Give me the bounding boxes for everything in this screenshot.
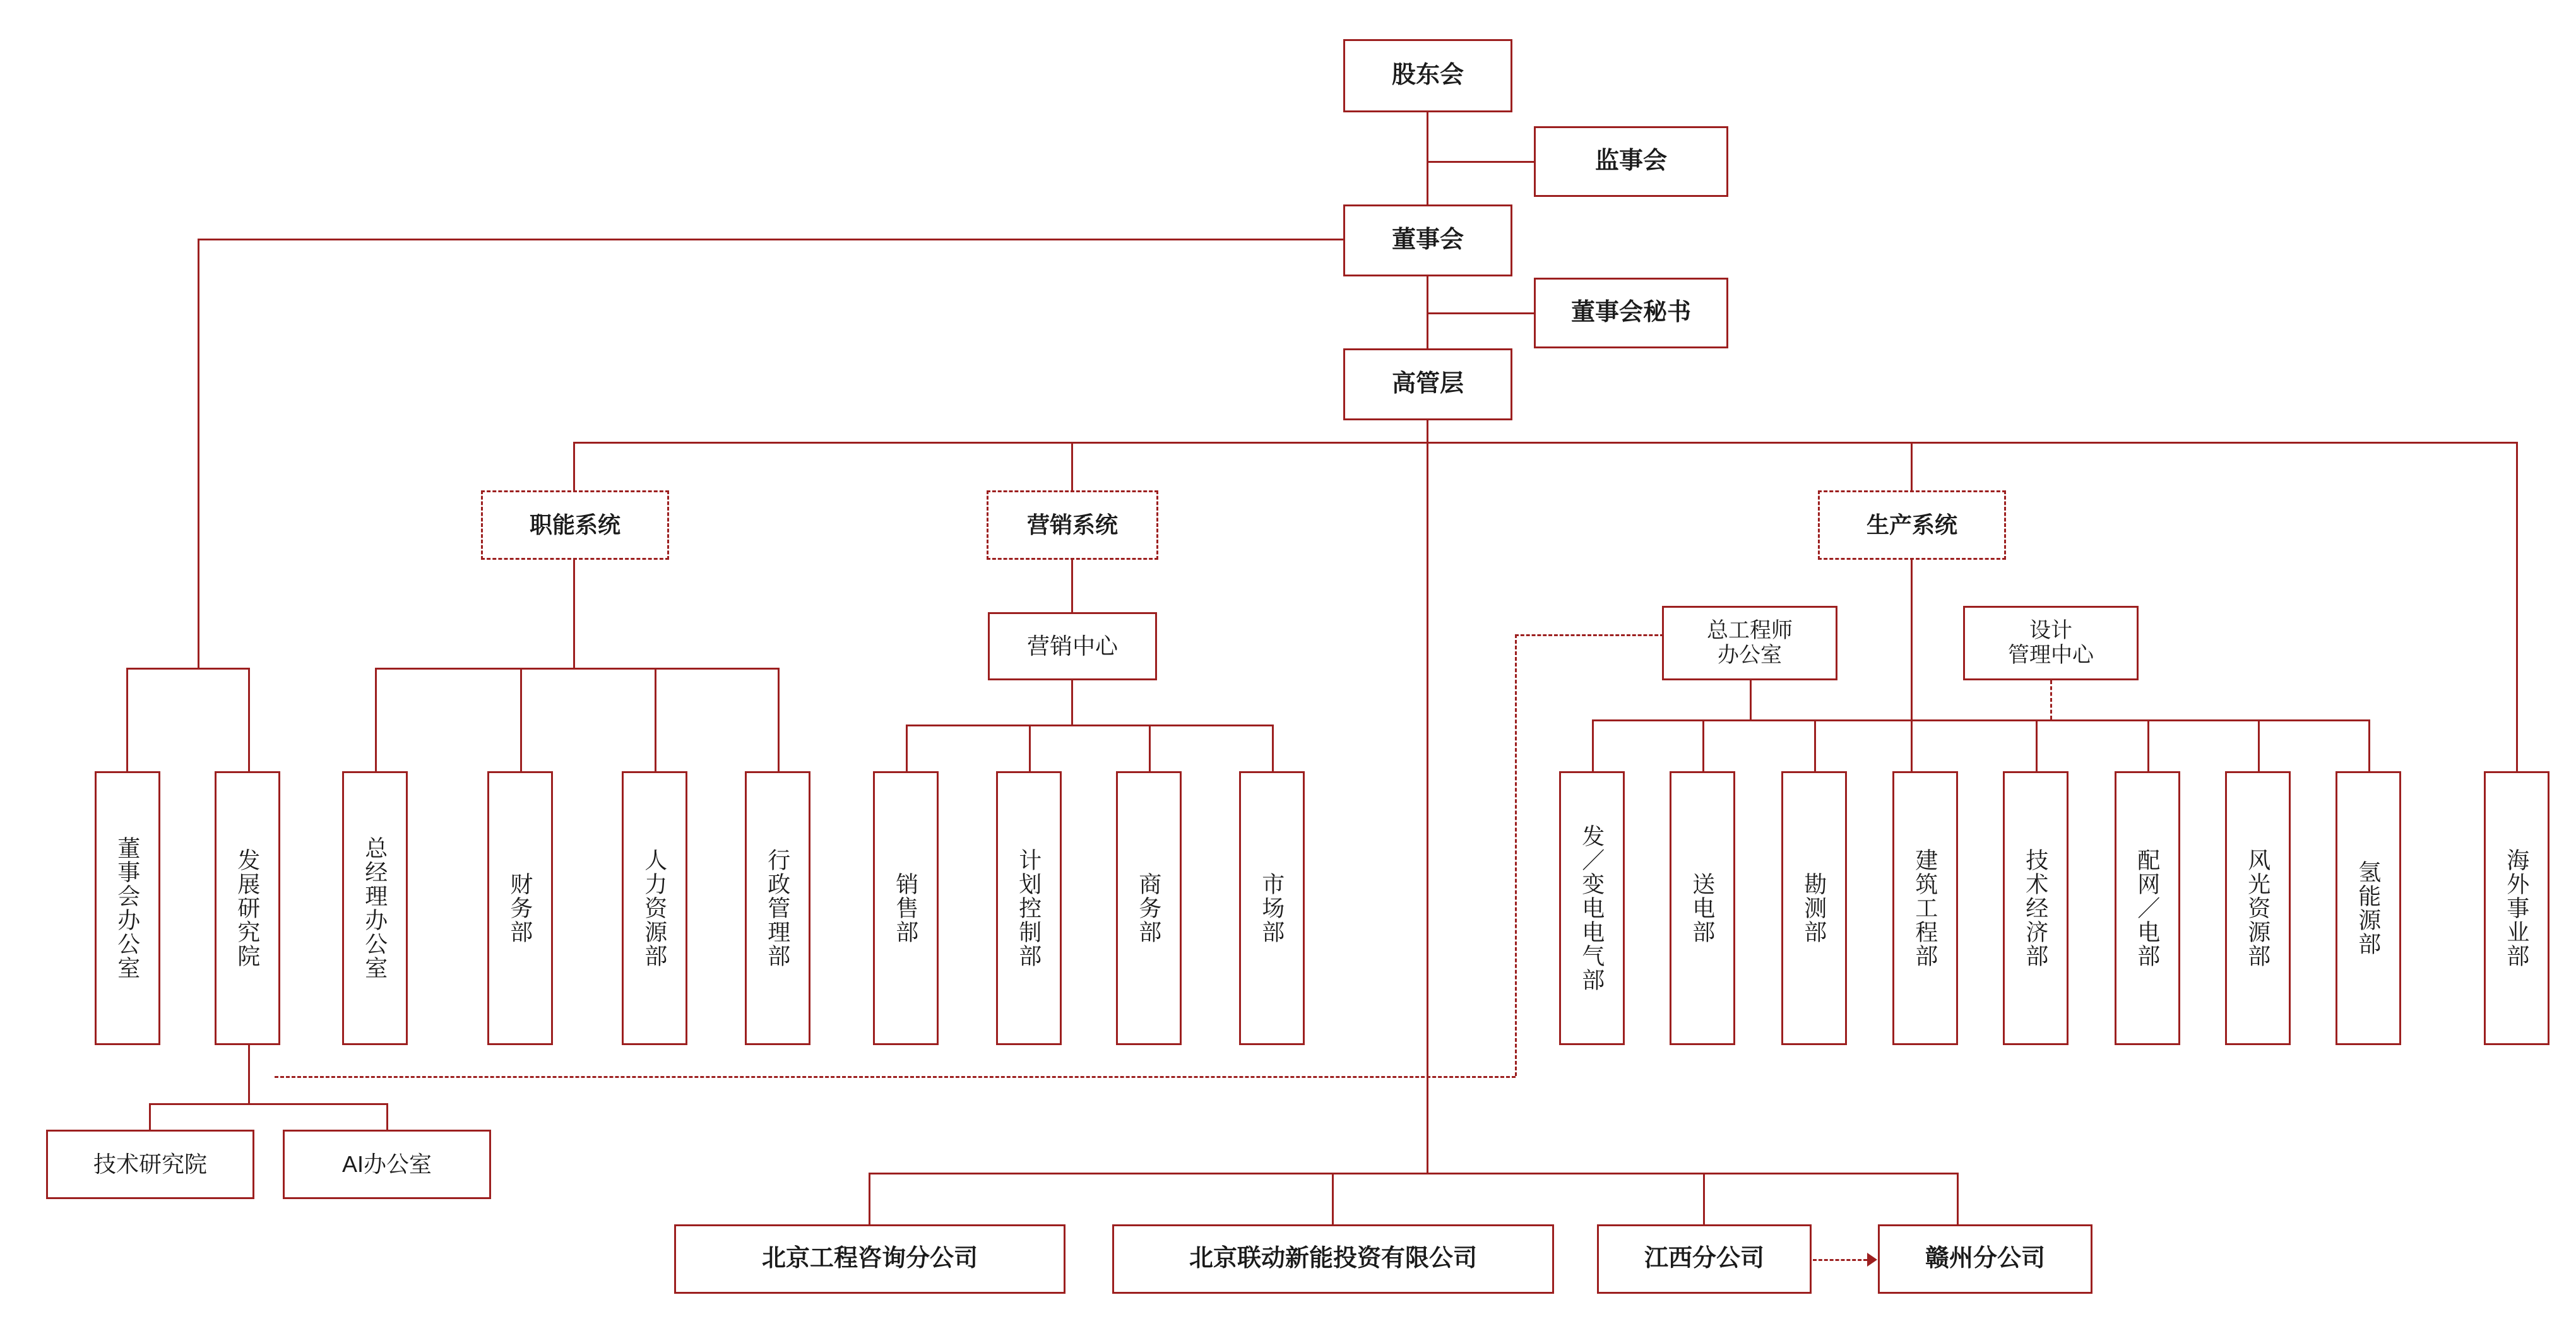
connector-ganzhou-drop <box>1957 1173 1959 1224</box>
connector-production-dashed-top <box>1515 634 1664 636</box>
connector-gm-office-drop <box>375 668 377 772</box>
node-gm-office[interactable]: 总经理办公室 <box>342 771 408 1045</box>
node-marketing-center[interactable]: 营销中心 <box>988 612 1157 680</box>
node-jiangxi-branch[interactable]: 江西分公司 <box>1597 1224 1812 1294</box>
connector-market-drop <box>1272 725 1274 772</box>
connector-distribution-drop <box>2147 719 2149 772</box>
connector-dev-institute-sub-down <box>248 1045 250 1103</box>
connector-beijing-consulting-drop <box>869 1173 870 1224</box>
connector-jiangxi-drop <box>1703 1173 1705 1224</box>
node-overseas-dept[interactable]: 海外事业部 <box>2484 771 2549 1045</box>
connector-marketing-center-down <box>1071 680 1073 725</box>
connector-admin-drop <box>778 668 780 772</box>
node-survey-dept[interactable]: 勘测部 <box>1781 771 1847 1045</box>
arrow-jiangxi-to-ganzhou <box>1867 1253 1877 1267</box>
node-functional-system[interactable]: 职能系统 <box>481 490 669 560</box>
connector-wind-solar-drop <box>2258 719 2260 772</box>
node-construction-dept[interactable]: 建筑工程部 <box>1892 771 1958 1045</box>
node-transmission-dept[interactable]: 送电部 <box>1670 771 1735 1045</box>
connector-finance-drop <box>520 668 522 772</box>
node-plan-control-dept[interactable]: 计划控制部 <box>996 771 1062 1045</box>
node-distribution-dept[interactable]: 配网／电部 <box>2115 771 2180 1045</box>
connector-functional-dept-bus <box>375 668 778 670</box>
node-hr-dept[interactable]: 人力资源部 <box>622 771 687 1045</box>
node-business-dept[interactable]: 商务部 <box>1116 771 1182 1045</box>
connector-marketing-system-down <box>1071 560 1073 612</box>
connector-executives-spine <box>1427 420 1428 1173</box>
connector-hydrogen-drop <box>2368 719 2370 772</box>
node-hydrogen-dept[interactable]: 氢能源部 <box>2336 771 2401 1045</box>
connector-subsidiary-bus <box>869 1173 1958 1174</box>
node-beijing-consulting[interactable]: 北京工程咨询分公司 <box>674 1224 1065 1294</box>
node-beijing-liandong[interactable]: 北京联动新能投资有限公司 <box>1112 1224 1554 1294</box>
node-ganzhou-branch[interactable]: 赣州分公司 <box>1878 1224 2092 1294</box>
connector-board-secretary <box>1427 312 1535 314</box>
connector-functional-system-down <box>573 560 575 668</box>
connector-board-supervisors <box>1427 161 1535 163</box>
connector-board-office-drop <box>126 668 128 772</box>
connector-board-left-branch <box>198 239 1344 240</box>
node-market-dept[interactable]: 市场部 <box>1239 771 1305 1045</box>
node-sales-dept[interactable]: 销售部 <box>873 771 939 1045</box>
connector-transmission-drop <box>1702 719 1704 772</box>
connector-marketing-dept-bus <box>906 725 1272 726</box>
connector-board-left-down <box>198 239 199 668</box>
node-ai-office[interactable]: AI办公室 <box>283 1130 491 1199</box>
connector-chief-engineer-down <box>1750 680 1752 719</box>
node-shareholders[interactable]: 股东会 <box>1343 39 1512 112</box>
connector-production-dashed-left <box>1515 634 1517 1076</box>
connector-production-system-drop <box>1911 442 1913 490</box>
connector-marketing-system-drop <box>1071 442 1073 490</box>
connector-production-dept-bus <box>1592 719 2368 721</box>
node-finance-dept[interactable]: 财务部 <box>487 771 553 1045</box>
connector-tech-institute-drop <box>149 1103 151 1130</box>
connector-ai-office-drop <box>386 1103 388 1130</box>
connector-power-transform-drop <box>1592 719 1594 772</box>
connector-design-center-dashed-drop <box>2050 680 2052 719</box>
node-tech-institute[interactable]: 技术研究院 <box>46 1130 254 1199</box>
node-marketing-system[interactable]: 营销系统 <box>987 490 1158 560</box>
connector-plan-control-drop <box>1029 725 1031 772</box>
node-executives[interactable]: 高管层 <box>1343 348 1512 420</box>
connector-dev-institute-drop <box>248 668 250 772</box>
node-board-secretary[interactable]: 董事会秘书 <box>1534 278 1728 348</box>
connector-overseas-drop <box>2516 442 2518 771</box>
node-power-transform-dept[interactable]: 发／变电电气部 <box>1559 771 1625 1045</box>
node-design-management-center[interactable]: 设计 管理中心 <box>1963 606 2139 680</box>
node-chief-engineer-office[interactable]: 总工程师 办公室 <box>1662 606 1837 680</box>
connector-systems-bus <box>573 442 2516 444</box>
connector-jiangxi-ganzhou-dashed <box>1813 1259 1867 1261</box>
connector-hr-drop <box>655 668 656 772</box>
connector-production-dashed-bottom <box>275 1076 1516 1078</box>
node-production-system[interactable]: 生产系统 <box>1818 490 2006 560</box>
node-tech-economy-dept[interactable]: 技术经济部 <box>2003 771 2069 1045</box>
connector-sales-drop <box>906 725 908 772</box>
node-admin-dept[interactable]: 行政管理部 <box>745 771 810 1045</box>
connector-board-office-bus <box>126 668 250 670</box>
node-board-office[interactable]: 董事会办公室 <box>95 771 160 1045</box>
connector-business-drop <box>1149 725 1151 772</box>
connector-functional-system-drop <box>573 442 575 490</box>
connector-dev-institute-sub-bus <box>149 1103 388 1105</box>
node-development-institute[interactable]: 发展研究院 <box>215 771 280 1045</box>
connector-tech-economy-drop <box>2036 719 2038 772</box>
connector-shareholders-board <box>1427 112 1428 204</box>
connector-beijing-liandong-drop <box>1332 1173 1334 1224</box>
node-supervisors[interactable]: 监事会 <box>1534 126 1728 197</box>
node-board[interactable]: 董事会 <box>1343 204 1512 276</box>
connector-survey-drop <box>1814 719 1816 772</box>
connector-production-system-down <box>1911 560 1913 771</box>
node-wind-solar-dept[interactable]: 风光资源部 <box>2225 771 2291 1045</box>
